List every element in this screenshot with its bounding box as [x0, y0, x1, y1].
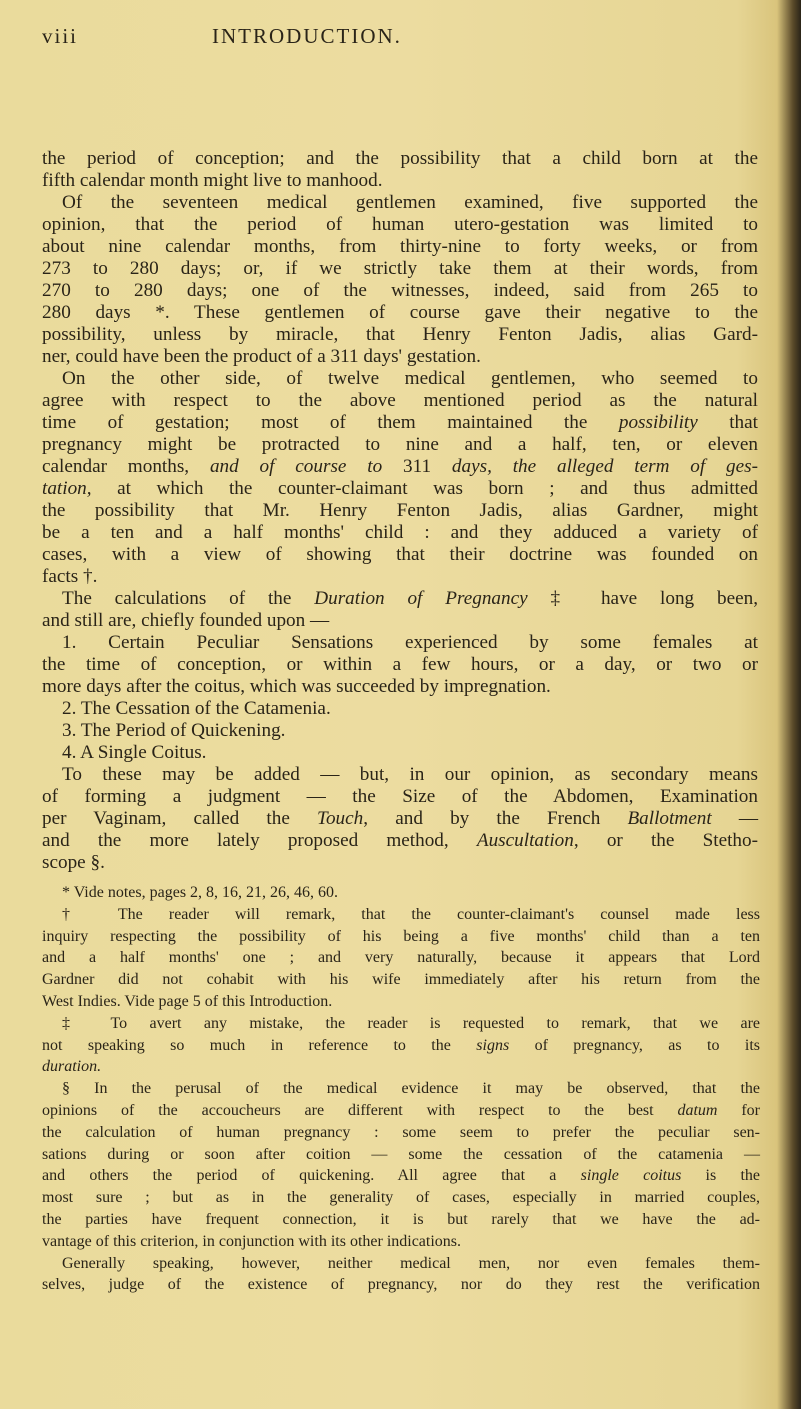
- text-run: is the: [681, 1167, 761, 1185]
- text-line: [42, 368, 758, 390]
- text-run: 311: [382, 456, 452, 477]
- text-run: and a half months' one ; and very naturally, because it appears that Lord: [42, 949, 760, 967]
- footnotes: [42, 882, 760, 1296]
- text-run: 273 to 280 days; or, if we strictly take them at their words, from: [42, 258, 758, 279]
- text-run: the calculation of human pregnancy : some seem to prefer the peculiar sen-: [42, 1123, 760, 1141]
- text-run: Of the seventeen medical gentlemen examined, five supported the: [62, 192, 758, 213]
- italic-text: days, the alleged term of ges-: [451, 456, 758, 477]
- text-line: [42, 346, 758, 368]
- text-run: fifth calendar month might live to manhood.: [42, 170, 383, 191]
- text-run: the period of conception; and the possibility that a child born at the: [42, 148, 758, 169]
- text-run: agree with respect to the above mentioned period as the natural: [42, 390, 758, 411]
- text-line: [42, 302, 758, 324]
- footnote-line: [42, 947, 760, 969]
- page-number: viii: [42, 24, 79, 48]
- text-run: On the other side, of twelve medical gentlemen, who seemed to: [62, 368, 758, 389]
- footnote-line: [42, 1035, 760, 1057]
- text-run: opinion, that the period of human utero-gestation was limited to: [42, 214, 758, 235]
- text-run: West Indies. Vide page 5 of this Introduction.: [42, 992, 333, 1010]
- text-run: , and by the French: [363, 808, 628, 829]
- text-line: [42, 522, 758, 544]
- text-line: [42, 698, 758, 720]
- footnote-line: [42, 1100, 760, 1122]
- italic-text: Ballotment: [627, 808, 712, 829]
- text-line: [42, 654, 758, 676]
- text-line: [42, 434, 758, 456]
- footnote-line: [42, 1165, 760, 1187]
- text-run: and others the period of quickening. All agree that a: [42, 1167, 581, 1185]
- text-line: [42, 324, 758, 346]
- text-line: [42, 742, 758, 764]
- text-run: 1. Certain Peculiar Sensations experienced by some females at: [62, 632, 758, 653]
- text-run: time of gestation; most of them maintained the: [42, 412, 619, 433]
- text-run: § In the perusal of the medical evidence it may be observed, that the: [62, 1080, 760, 1098]
- text-run: † The reader will remark, that the counter-claimant's counsel made less: [62, 905, 760, 923]
- footnote-line: [42, 1122, 760, 1144]
- text-run: and still are, chiefly founded upon —: [42, 610, 330, 631]
- text-run: at which the counter-claimant was born ; and thus admitted: [91, 478, 758, 499]
- italic-text: single coitus: [580, 1167, 682, 1185]
- footnote-line: [42, 1056, 760, 1078]
- text-line: [42, 390, 758, 412]
- footnote-line: [42, 1209, 760, 1231]
- running-header: [42, 24, 758, 54]
- text-run: 270 to 280 days; one of the witnesses, indeed, said from 265 to: [42, 280, 758, 301]
- footnote-line: [42, 926, 760, 948]
- text-run: be a ten and a half months' child : and they adduced a variety of: [42, 522, 758, 543]
- text-run: 280 days *. These gentlemen of course gave their negative to the: [42, 302, 758, 323]
- text-line: [42, 588, 758, 610]
- text-run: the possibility that Mr. Henry Fenton Jadis, alias Gardner, might: [42, 500, 758, 521]
- footnote-line: [42, 1274, 760, 1296]
- text-run: cases, with a view of showing that their doctrine was founded on: [42, 544, 758, 565]
- footnote-line: [42, 1253, 760, 1275]
- footnote-line: [42, 1078, 760, 1100]
- text-run: vantage of this criterion, in conjunction with its other indications.: [42, 1232, 462, 1250]
- text-run: selves, judge of the existence of pregnancy, nor do they rest the verification: [42, 1276, 760, 1294]
- text-run: not speaking so much in reference to the: [42, 1036, 477, 1054]
- footnote-line: [42, 1013, 760, 1035]
- text-line: [42, 280, 758, 302]
- text-run: To these may be added — but, in our opinion, as secondary means: [62, 764, 758, 785]
- text-line: [42, 720, 758, 742]
- text-run: Gardner did not cohabit with his wife immediately after his return from the: [42, 971, 760, 989]
- italic-text: duration.: [42, 1058, 102, 1076]
- footnote-line: [42, 1144, 760, 1166]
- text-line: [42, 632, 758, 654]
- text-run: more days after the coitus, which was succeeded by impregnation.: [42, 676, 551, 697]
- text-run: for: [717, 1101, 761, 1119]
- footnote-line: [42, 1187, 760, 1209]
- text-run: about nine calendar months, from thirty-nine to forty weeks, or from: [42, 236, 758, 257]
- text-run: * Vide notes, pages 2, 8, 16, 21, 26, 46, 60.: [62, 884, 339, 901]
- text-run: Generally speaking, however, neither medical men, nor even females them-: [62, 1254, 760, 1272]
- text-run: ner, could have been the product of a 311 days' gestation.: [42, 346, 481, 367]
- italic-text: tation,: [42, 478, 92, 499]
- text-line: [42, 170, 758, 192]
- text-run: sations during or soon after coition — some the cessation of the catamenia —: [42, 1145, 760, 1163]
- text-run: pregnancy might be protracted to nine and a half, ten, or eleven: [42, 434, 758, 455]
- text-run: —: [711, 808, 758, 829]
- italic-text: signs: [476, 1036, 510, 1054]
- text-run: scope §.: [42, 852, 105, 873]
- text-run: of forming a judgment — the Size of the Abdomen, Examination: [42, 786, 758, 807]
- footnote-line: [42, 882, 760, 904]
- italic-text: Auscultation: [476, 830, 574, 851]
- main-text: [42, 148, 758, 874]
- italic-text: Duration of Pregnancy: [314, 588, 528, 609]
- text-run: 3. The Period of Quickening.: [62, 720, 286, 741]
- text-line: [42, 786, 758, 808]
- italic-text: Touch: [317, 808, 364, 829]
- text-run: the parties have frequent connection, it is but rarely that we have the ad-: [42, 1210, 760, 1228]
- text-run: the time of conception, or within a few hours, or a day, or two or: [42, 654, 758, 675]
- text-line: [42, 566, 758, 588]
- text-line: [42, 236, 758, 258]
- text-line: [42, 148, 758, 170]
- text-run: that: [697, 412, 758, 433]
- text-run: 4. A Single Coitus.: [62, 742, 207, 763]
- text-run: and the more lately proposed method,: [42, 830, 477, 851]
- text-run: The calculations of the: [62, 588, 315, 609]
- italic-text: datum: [677, 1101, 718, 1119]
- text-run: most sure ; but as in the generality of cases, especially in married couples,: [42, 1189, 760, 1207]
- italic-text: possibility: [618, 412, 698, 433]
- text-run: opinions of the accoucheurs are different with respect to the best: [42, 1101, 678, 1119]
- text-run: of pregnancy, as to its: [509, 1036, 761, 1054]
- text-run: possibility, unless by miracle, that Henry Fenton Jadis, alias Gard-: [42, 324, 758, 345]
- text-run: inquiry respecting the possibility of his being a five months' child than a ten: [42, 927, 760, 945]
- footnote-line: [42, 991, 760, 1013]
- text-line: [42, 478, 758, 500]
- text-run: per Vaginam, called the: [42, 808, 318, 829]
- text-line: [42, 258, 758, 280]
- text-run: ‡ To avert any mistake, the reader is requested to remark, that we are: [62, 1014, 760, 1032]
- footnote-line: [42, 904, 760, 926]
- text-line: [42, 500, 758, 522]
- text-run: 2. The Cessation of the Catamenia.: [62, 698, 331, 719]
- text-run: calendar months,: [42, 456, 210, 477]
- text-line: [42, 830, 758, 852]
- text-run: facts †.: [42, 566, 98, 587]
- footnote-line: [42, 1231, 760, 1253]
- text-line: [42, 676, 758, 698]
- text-line: [42, 764, 758, 786]
- text-line: [42, 192, 758, 214]
- italic-text: and of course to: [209, 456, 383, 477]
- footnote-line: [42, 969, 760, 991]
- text-line: [42, 852, 758, 874]
- text-line: [42, 544, 758, 566]
- running-title: INTRODUCTION.: [212, 24, 402, 48]
- text-line: [42, 456, 758, 478]
- text-line: [42, 610, 758, 632]
- text-line: [42, 412, 758, 434]
- text-run: ‡ have long been,: [527, 588, 758, 609]
- text-line: [42, 214, 758, 236]
- text-line: [42, 808, 758, 830]
- text-run: , or the Stetho-: [573, 830, 758, 851]
